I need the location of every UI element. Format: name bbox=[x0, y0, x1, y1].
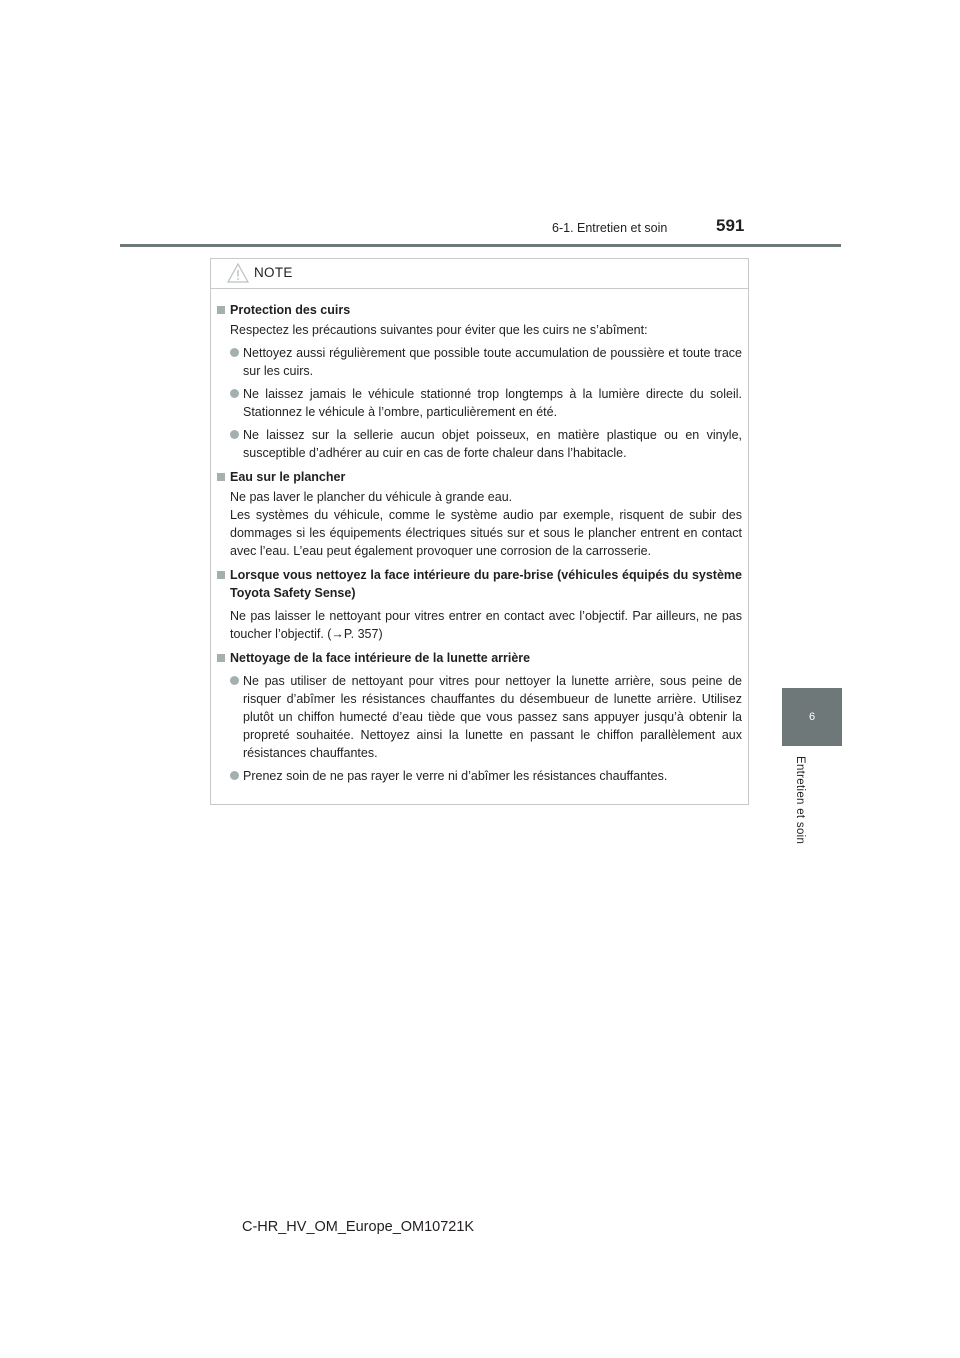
warning-triangle-icon bbox=[227, 263, 249, 283]
section-intro: Respectez les précautions suivantes pour éviter que les cuirs ne s’abîment: bbox=[230, 323, 648, 337]
circle-bullet-icon bbox=[230, 676, 239, 685]
circle-bullet-icon bbox=[230, 389, 239, 398]
section-heading bbox=[217, 649, 742, 667]
header-rule bbox=[120, 244, 841, 247]
note-header bbox=[211, 259, 748, 289]
note-body bbox=[211, 289, 748, 785]
section-heading-text: Eau sur le plancher bbox=[230, 470, 346, 484]
section-leather bbox=[217, 301, 742, 462]
list-item bbox=[230, 385, 742, 421]
note-title: NOTE bbox=[254, 265, 293, 280]
list-item-text: Ne laissez jamais le véhicule stationné trop longtemps à la lumière directe du soleil. Stationnez le véhicule à l’ombre, particulièrement en été. bbox=[243, 387, 742, 419]
circle-bullet-icon bbox=[230, 771, 239, 780]
chapter-tab[interactable] bbox=[782, 688, 842, 746]
square-bullet-icon bbox=[217, 306, 225, 314]
list-item bbox=[230, 672, 742, 762]
footer-document-code: C-HR_HV_OM_Europe_OM10721K bbox=[242, 1219, 475, 1235]
list-item-text: Ne laissez sur la sellerie aucun objet poisseux, en matière plastique ou en vinyle, susceptible d’adhérer au cuir en cas de forte chaleur dans l’habitacle. bbox=[243, 428, 742, 460]
square-bullet-icon bbox=[217, 654, 225, 662]
chapter-side-label: Entretien et soin bbox=[794, 756, 806, 845]
section-rear-window bbox=[217, 649, 742, 785]
list-item-text: Nettoyez aussi régulièrement que possible toute accumulation de poussière et toute trace sur les cuirs. bbox=[243, 346, 742, 378]
page-number: 591 bbox=[716, 216, 745, 235]
list-item bbox=[230, 344, 742, 380]
section-floor-water bbox=[217, 468, 742, 560]
note-box bbox=[210, 258, 749, 805]
list-item-text: Ne pas utiliser de nettoyant pour vitres pour nettoyer la lunette arrière, sous peine de risquer d’abîmer les résistances chauffantes du désembueur de lunette arrière. Utilisez plutôt un chiffon humecté d’eau tiède que vous passez sans appuyer jusqu’à obtenir la propreté souhaitée. Nettoyez ainsi la lunette en passant le chiffon parallèlement aux résistances chauffantes. bbox=[243, 674, 742, 760]
section-paragraph: Ne pas laver le plancher du véhicule à grande eau. bbox=[230, 490, 513, 504]
square-bullet-icon bbox=[217, 571, 225, 579]
circle-bullet-icon bbox=[230, 348, 239, 357]
section-heading-text: Nettoyage de la face intérieure de la lunette arrière bbox=[230, 651, 531, 665]
square-bullet-icon bbox=[217, 473, 225, 481]
chapter-tab-number: 6 bbox=[808, 711, 816, 723]
section-heading bbox=[217, 468, 742, 486]
circle-bullet-icon bbox=[230, 430, 239, 439]
list-item bbox=[230, 767, 742, 785]
section-windshield bbox=[217, 566, 742, 643]
section-heading-text: Lorsque vous nettoyez la face intérieure du pare-brise (véhicules équipés du système Toyota Safety Sense) bbox=[230, 568, 742, 600]
section-paragraph: Ne pas laisser le nettoyant pour vitres entrer en contact avec l’objectif. Par ailleurs, ne pas toucher l’objectif. (→P. 357) bbox=[230, 609, 742, 641]
header-section-title: 6-1. Entretien et soin bbox=[552, 221, 668, 235]
section-heading bbox=[217, 566, 742, 602]
section-heading bbox=[217, 301, 742, 319]
section-heading-text: Protection des cuirs bbox=[230, 303, 351, 317]
list-item bbox=[230, 426, 742, 462]
list-item-text: Prenez soin de ne pas rayer le verre ni d’abîmer les résistances chauffantes. bbox=[243, 769, 668, 783]
section-paragraph: Les systèmes du véhicule, comme le système audio par exemple, risquent de subir des dommages si les équipements électriques situés sur et sous le plancher entrent en contact avec l’eau. L’eau peut également provoquer une corrosion de la carrosserie. bbox=[230, 508, 742, 558]
